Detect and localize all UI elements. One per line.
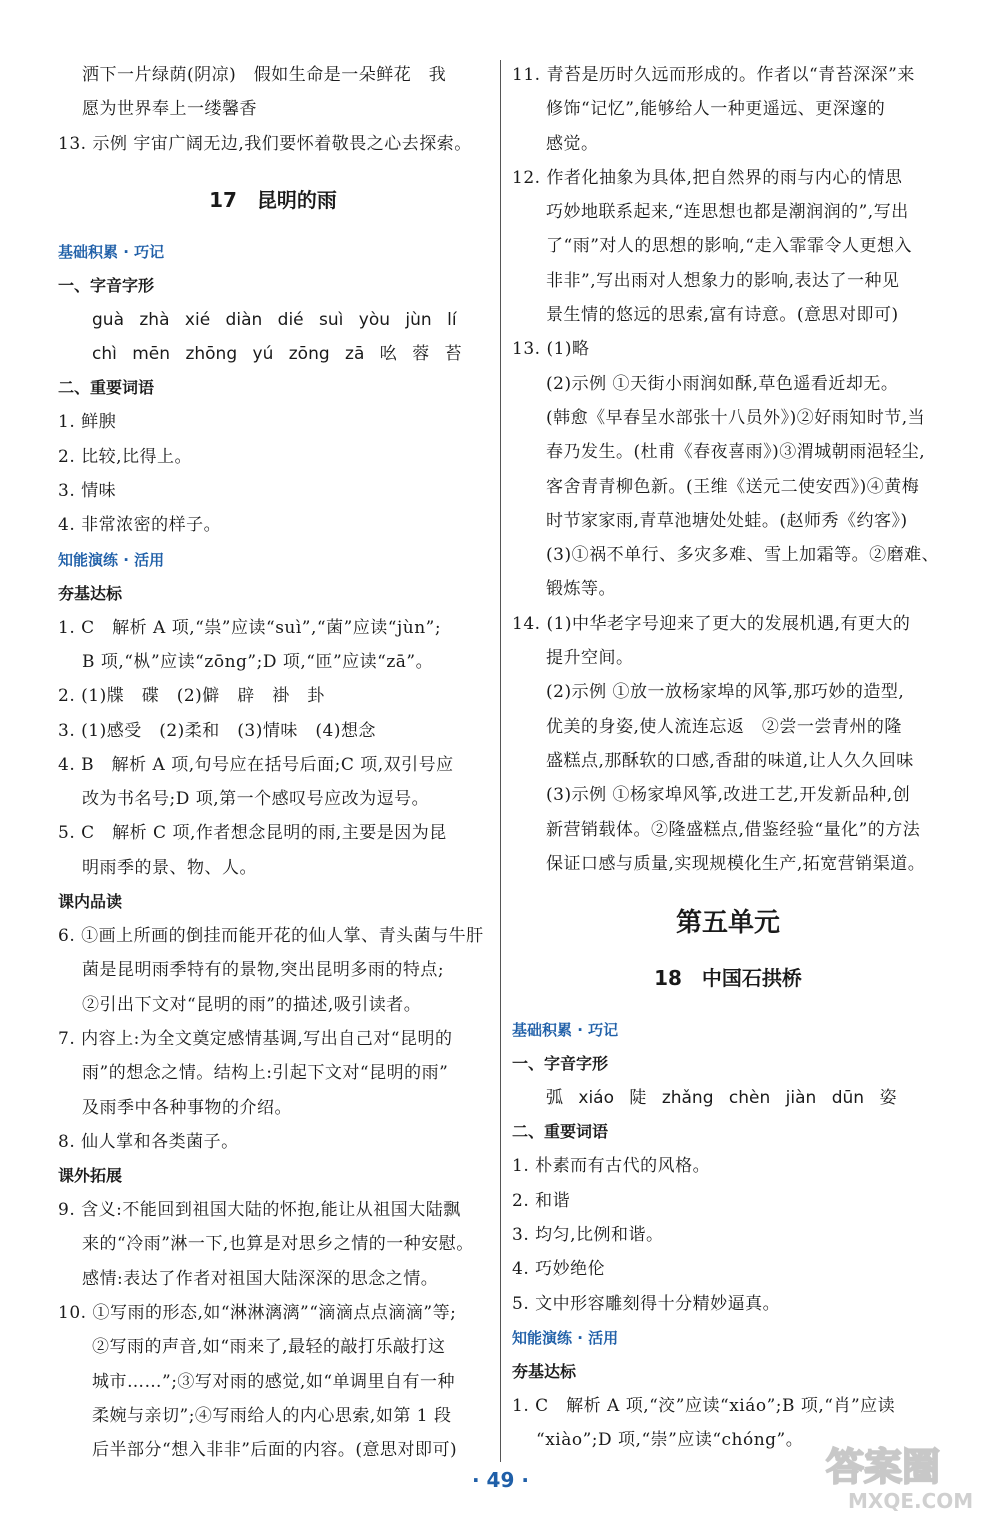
lesson-17-title: 17 昆明的雨 (209, 187, 337, 212)
answer-7: 7. 内容上:为全文奠定感情基调,写出自己对“昆明的 (58, 1028, 453, 1049)
answer-5: 5. C 解析 C 项,作者想念昆明的雨,主要是因为昆 (58, 823, 447, 844)
ciyu-item: 2. 和谐 (512, 1190, 571, 1211)
answer-6-cont: 菌是昆明雨季特有的景物,突出昆明多雨的特点; (82, 960, 445, 981)
answer-9: 9. 含义:不能回到祖国大陆的怀抱,能让从祖国大陆飘 (58, 1200, 461, 1221)
answer-6-cont: ②引出下文对“昆明的雨”的描述,吸引读者。 (82, 994, 422, 1015)
answer-1-cont: “xiào”;D 项,“崇”应读“chóng”。 (536, 1430, 804, 1451)
answer-12: 12. 作者化抽象为具体,把自然界的雨与内心的情思 (512, 167, 903, 188)
section-jichu: 基础积累 · 巧记 (512, 1021, 619, 1040)
answer-3: 3. (1)感受 (2)柔和 (3)情味 (4)想念 (58, 720, 376, 741)
heading-kewai: 课外拓展 (58, 1166, 123, 1186)
answer-4: 4. B 解析 A 项,句号应在括号后面;C 项,双引号应 (58, 754, 454, 775)
answer-5-cont: 明雨季的景、物、人。 (82, 857, 257, 878)
answer-8: 8. 仙人掌和各类菌子。 (58, 1131, 239, 1152)
answer-13: 13. (1)略 (512, 339, 590, 360)
section-zhineng: 知能演练 · 活用 (58, 550, 165, 569)
page-number: · 49 · (472, 1468, 529, 1492)
answer-1: 1. C 解析 A 项,“祟”应读“suì”,“菌”应读“jùn”; (58, 617, 442, 638)
answer-13-cont: (韩愈《早春呈水部张十八员外》)②好雨知时节,当 (546, 407, 926, 428)
text-line: 愿为世界奉上一缕馨香 (82, 99, 257, 120)
answer-2: 2. (1)牒 碟 (2)僻 辟 褂 卦 (58, 686, 325, 707)
answer-10-cont: 城市……”;③写对雨的感觉,如“单调里自有一种 (92, 1371, 456, 1392)
heading-zixin: 一、字音字形 (58, 275, 155, 295)
watermark-text: 答案圈 (826, 1445, 941, 1489)
watermark-url: MXQE.COM (848, 1489, 974, 1513)
answer-10-cont: ②写雨的声音,如“雨来了,最轻的敲打乐敲打这 (92, 1337, 446, 1358)
answer-9-cont: 来的“冷雨”淋一下,也算是对思乡之情的一种安慰。 (82, 1234, 474, 1255)
unit-5-title: 第五单元 (675, 908, 780, 939)
answer-6: 6. ①画上所画的倒挂而能开花的仙人掌、青头菌与牛肝 (58, 926, 484, 947)
answer-14-cont: 优美的身姿,使人流连忘返 ②尝一尝青州的隆 (546, 716, 902, 737)
ciyu-item: 1. 鲜腴 (58, 412, 117, 433)
answer-7-cont: 雨”的想念之情。结构上:引起下文对“昆明的雨” (82, 1063, 449, 1084)
column-divider (500, 60, 501, 1462)
answer-10: 10. ①写雨的形态,如“淋淋漓漓”“滴滴点点滴滴”等; (58, 1303, 457, 1324)
left-column (58, 58, 488, 1468)
heading-ciyu: 二、重要词语 (58, 378, 155, 398)
ciyu-item: 2. 比较,比得上。 (58, 446, 193, 467)
pinyin-row: 弧 xiáo 陡 zhǎng chèn jiàn dūn 姿 (546, 1088, 897, 1109)
answer-14: 14. (1)中华老字号迎来了更大的发展机遇,有更大的 (512, 613, 911, 634)
heading-hangji: 夯基达标 (512, 1361, 577, 1381)
ciyu-item: 5. 文中形容雕刻得十分精妙逼真。 (512, 1293, 781, 1314)
answer-11-cont: 修饰“记忆”,能够给人一种更遥远、更深邃的 (546, 99, 886, 120)
answer-1-cont: B 项,“枞”应读“zōng”;D 项,“匝”应读“zā”。 (82, 651, 434, 672)
ciyu-item: 3. 均匀,比例和谐。 (512, 1225, 664, 1246)
pinyin-row-1: guà zhà xié diàn dié suì yòu jùn lí (92, 309, 457, 330)
answer-14-cont: 提升空间。 (546, 648, 634, 669)
answer-12-cont: 非非”,写出雨对人想象力的影响,表达了一种见 (546, 270, 900, 291)
answer-1: 1. C 解析 A 项,“洨”应读“xiáo”;B 项,“肖”应读 (512, 1395, 896, 1416)
answer-10-cont: 后半部分“想入非非”后面的内容。(意思对即可) (92, 1440, 458, 1461)
right-column (512, 58, 944, 1458)
section-jichu: 基础积累 · 巧记 (58, 242, 165, 261)
answer-13-cont: 春乃发生。(杜甫《春夜喜雨》)③渭城朝雨浥轻尘, (546, 442, 926, 463)
pinyin-row-2: chì mēn zhōng yú zōng zā 吆 蓉 苔 (92, 344, 462, 365)
watermark-logo (818, 1436, 988, 1516)
answer-12-cont: 了“雨”对人的思想的影响,“走入霏霏令人更想入 (546, 236, 912, 257)
answer-12-cont: 巧妙地联系起来,“连思想也都是潮润润的”,写出 (546, 202, 909, 223)
answer-13: 13. 示例 宇宙广阔无边,我们要怀着敬畏之心去探索。 (58, 133, 472, 154)
answer-13-cont: 锻炼等。 (546, 579, 616, 600)
answer-14-cont: (3)示例 ①杨家埠风筝,改进工艺,开发新品种,创 (546, 785, 911, 806)
ciyu-item: 4. 巧妙绝伦 (512, 1259, 606, 1280)
answer-12-cont: 景生情的悠远的思索,富有诗意。(意思对即可) (546, 305, 899, 326)
heading-hangji: 夯基达标 (58, 583, 123, 603)
answer-13-cont: (2)示例 ①天街小雨润如酥,草色遥看近却无。 (546, 373, 899, 394)
answer-9-cont: 感情:表达了作者对祖国大陆深深的思念之情。 (82, 1268, 439, 1289)
heading-ciyu: 二、重要词语 (512, 1122, 609, 1142)
answer-7-cont: 及雨季中各种事物的介绍。 (82, 1097, 292, 1118)
ciyu-item: 1. 朴素而有古代的风格。 (512, 1156, 711, 1177)
answer-11-cont: 感觉。 (546, 133, 599, 154)
answer-4-cont: 改为书名号;D 项,第一个感叹号应改为逗号。 (82, 789, 430, 810)
ciyu-item: 4. 非常浓密的样子。 (58, 515, 222, 536)
ciyu-item: 3. 情味 (58, 481, 117, 502)
answer-10-cont: 柔婉与亲切”;④写雨给人的内心思索,如第 1 段 (92, 1405, 452, 1426)
heading-zixin: 一、字音字形 (512, 1054, 609, 1074)
answer-14-cont: 盛糕点,那酥软的口感,香甜的味道,让人久久回味 (546, 750, 914, 771)
answer-13-cont: 客舍青青柳色新。(王维《送元二使安西》)④黄梅 (546, 476, 920, 497)
answer-13-cont: 时节家家雨,青草池塘处处蛙。(赵师秀《约客》) (546, 510, 908, 531)
answer-13-cont: (3)①祸不单行、多灾多难、雪上加霜等。②磨难、 (546, 545, 940, 566)
section-zhineng: 知能演练 · 活用 (512, 1328, 619, 1347)
heading-kenei: 课内品读 (58, 892, 123, 912)
answer-14-cont: (2)示例 ①放一放杨家埠的风筝,那巧妙的造型, (546, 682, 905, 703)
text-line: 洒下一片绿荫(阴凉) 假如生命是一朵鲜花 我 (82, 65, 447, 85)
lesson-18-title: 18 中国石拱桥 (654, 966, 802, 991)
answer-11: 11. 青苔是历时久远而形成的。作者以“青苔深深”来 (512, 65, 915, 85)
answer-14-cont: 保证口感与质量,实现规模化生产,拓宽营销渠道。 (546, 853, 926, 874)
answer-14-cont: 新营销载体。②隆盛糕点,借鉴经验“量化”的方法 (546, 819, 921, 840)
